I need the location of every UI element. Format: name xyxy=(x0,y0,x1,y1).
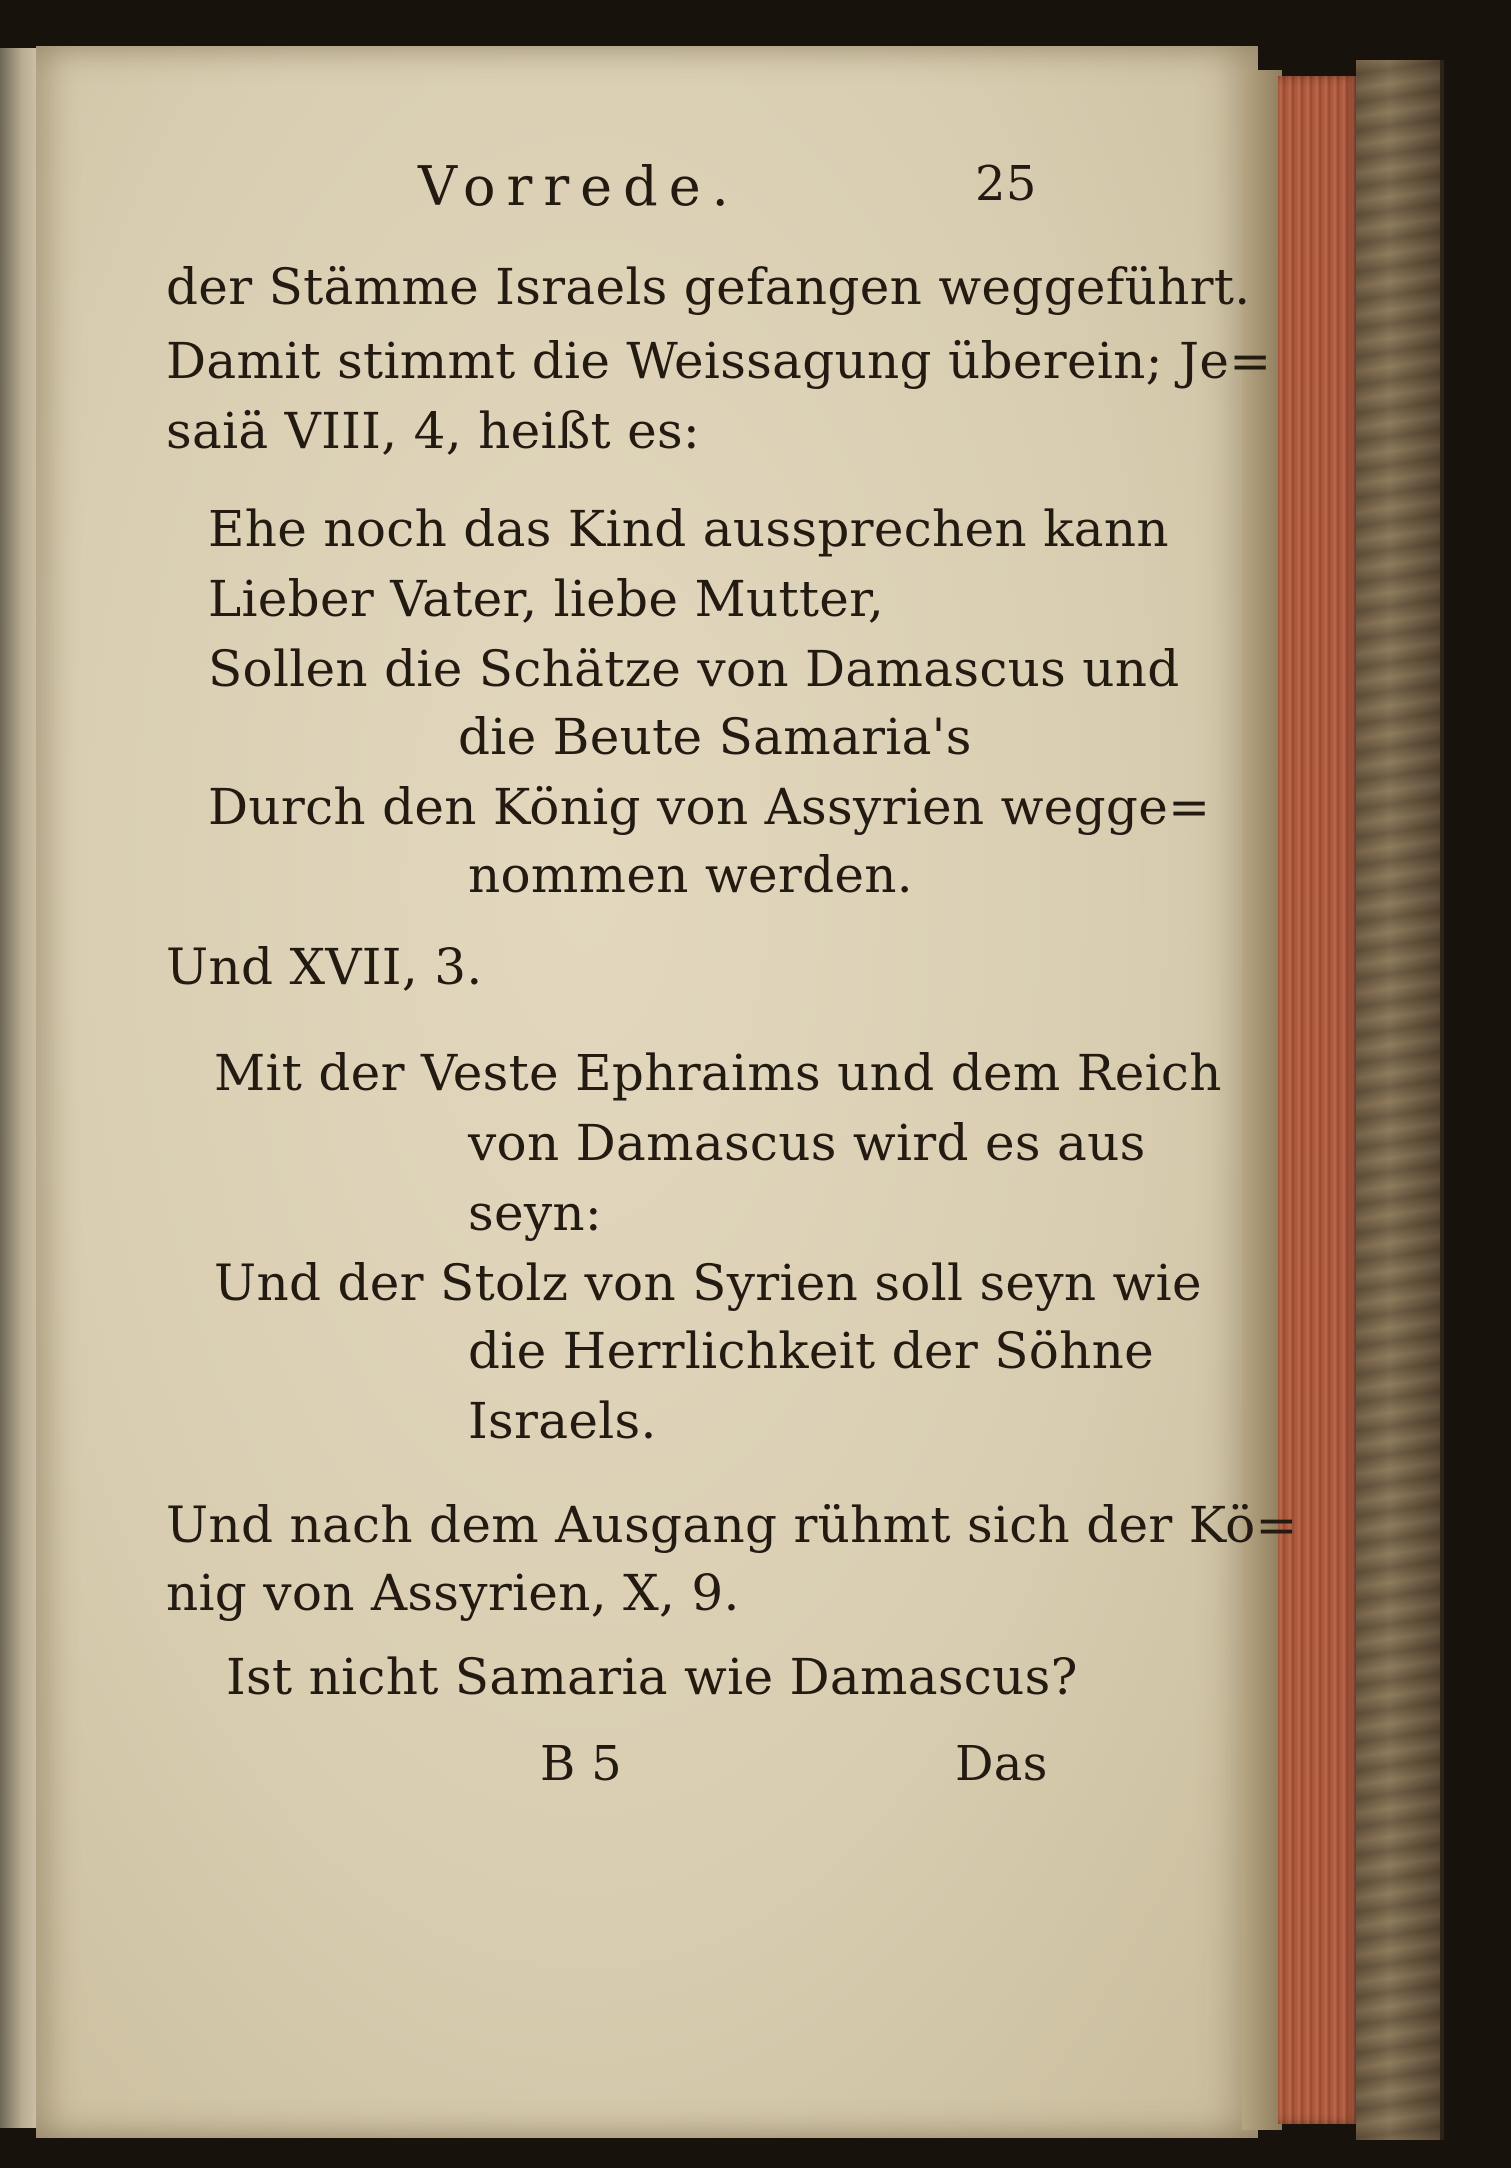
text-line: nig von Assyrien, X, 9. xyxy=(166,1564,740,1622)
verse-line: Ist nicht Samaria wie Damascus? xyxy=(226,1648,1078,1706)
catchword: Das xyxy=(955,1736,1048,1792)
verse-line: seyn: xyxy=(468,1184,603,1242)
text-line: saiä VIII, 4, heißt es: xyxy=(166,402,701,460)
running-title: Vorrede. xyxy=(418,155,740,218)
signature-mark: B 5 xyxy=(540,1736,622,1792)
verse-line: nommen werden. xyxy=(468,846,913,904)
verse-line: die Herrlichkeit der Söhne xyxy=(468,1322,1155,1380)
text-line: Damit stimmt die Weissagung überein; Je= xyxy=(166,332,1272,390)
verse-line: Mit der Veste Ephraims und dem Reich xyxy=(214,1044,1222,1102)
text-line: Und nach dem Ausgang rühmt sich der Kö= xyxy=(166,1496,1298,1554)
verse-line: Sollen die Schätze von Damascus und xyxy=(208,640,1180,698)
text-line: Und XVII, 3. xyxy=(166,938,483,996)
verse-line: Durch den König von Assyrien wegge= xyxy=(208,778,1211,836)
verse-line: von Damascus wird es aus xyxy=(468,1114,1146,1172)
page-number: 25 xyxy=(975,156,1037,212)
verse-line: Lieber Vater, liebe Mutter, xyxy=(208,570,885,628)
text-line: der Stämme Israels gefangen weggeführt. xyxy=(166,258,1251,316)
verse-line: Und der Stolz von Syrien soll seyn wie xyxy=(214,1254,1202,1312)
verse-line: Israels. xyxy=(468,1392,657,1450)
verse-line: die Beute Samaria's xyxy=(458,708,972,766)
verse-line: Ehe noch das Kind aussprechen kann xyxy=(208,500,1169,558)
